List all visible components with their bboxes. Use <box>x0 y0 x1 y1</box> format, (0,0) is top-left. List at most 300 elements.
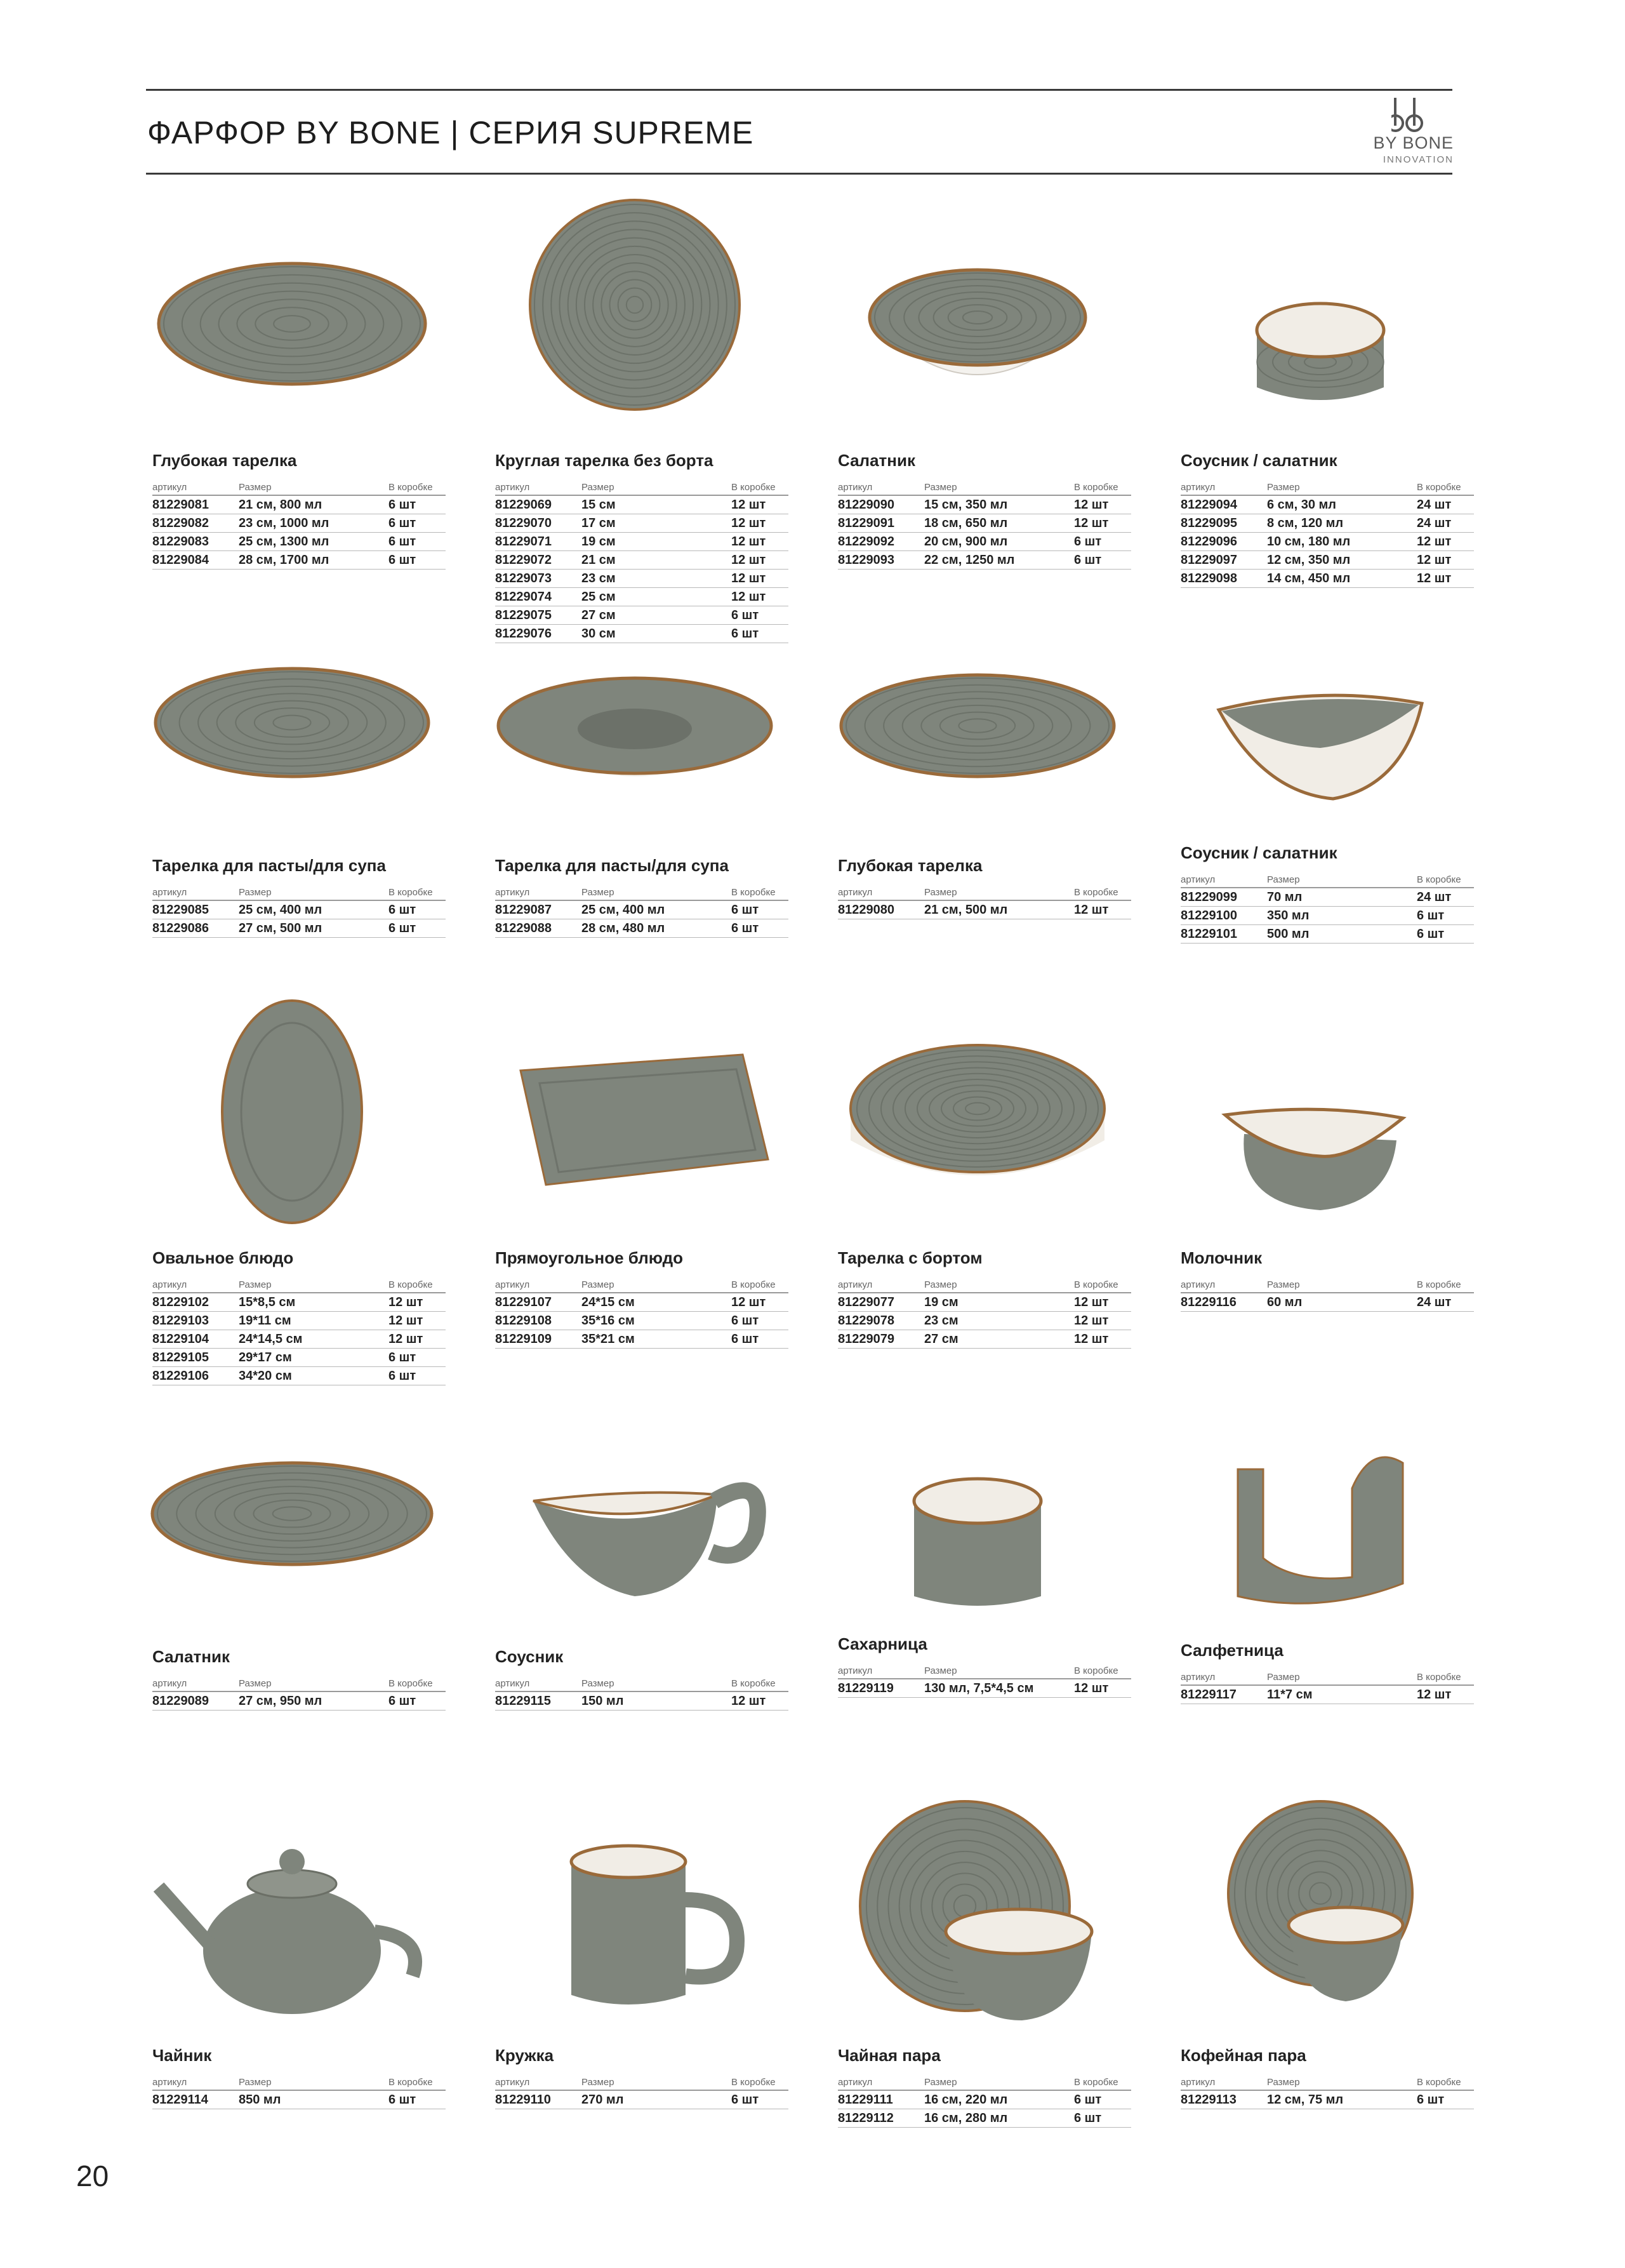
size-cell: 130 мл, 7,5*4,5 см <box>924 1679 1074 1698</box>
product-info <box>152 451 446 570</box>
article-cell: 81229082 <box>152 514 239 533</box>
product-card <box>470 583 812 982</box>
size-cell: 19 см <box>581 533 731 551</box>
size-header: Размер <box>581 2077 731 2090</box>
box-qty-cell: 6 шт <box>1417 2090 1474 2109</box>
size-cell: 10 см, 180 мл <box>1267 533 1417 551</box>
box-qty-cell: 12 шт <box>1417 533 1474 551</box>
table-row <box>838 514 1131 533</box>
article-header: артикул <box>152 2077 239 2090</box>
box-qty-cell: 12 шт <box>731 1293 788 1312</box>
size-cell: 11*7 см <box>1267 1685 1417 1704</box>
article-header: артикул <box>495 887 581 900</box>
size-cell: 16 см, 280 мл <box>924 2109 1074 2128</box>
size-cell: 30 см <box>581 625 731 643</box>
table-row <box>1181 551 1474 570</box>
product-card <box>1155 583 1498 982</box>
size-cell: 19*11 см <box>239 1312 388 1330</box>
product-title: Глубокая тарелка <box>838 856 983 875</box>
size-header: Размер <box>1267 2077 1417 2090</box>
box-header: В коробке <box>388 2077 446 2090</box>
table-row <box>838 2090 1131 2109</box>
product-spec-table <box>1181 482 1474 588</box>
box-header: В коробке <box>731 482 788 495</box>
product-info <box>838 856 1131 919</box>
article-cell: 81229096 <box>1181 533 1267 551</box>
size-header: Размер <box>1267 482 1417 495</box>
product-spec-table <box>495 1678 788 1711</box>
table-header-row <box>838 1279 1131 1293</box>
size-header: Размер <box>239 1678 388 1691</box>
size-header: Размер <box>239 1279 388 1293</box>
product-card <box>812 1380 1155 1779</box>
size-cell: 12 см, 350 мл <box>1267 551 1417 570</box>
product-info <box>1181 451 1474 588</box>
product-spec-table <box>152 2077 446 2109</box>
table-row <box>1181 514 1474 533</box>
product-card <box>1155 982 1498 1380</box>
box-qty-cell: 6 шт <box>731 900 788 919</box>
size-cell: 28 см, 1700 мл <box>239 551 388 570</box>
product-title: Салатник <box>152 1647 230 1666</box>
table-header-row <box>152 482 446 495</box>
table-row <box>495 1330 788 1349</box>
table-row <box>1181 1685 1474 1704</box>
article-cell: 81229099 <box>1181 888 1267 907</box>
size-header: Размер <box>1267 874 1417 888</box>
product-spec-table <box>838 1279 1131 1349</box>
box-qty-cell: 6 шт <box>731 625 788 643</box>
product-title: Кофейная пара <box>1181 2046 1306 2065</box>
table-header-row <box>495 1279 788 1293</box>
table-header-row <box>838 482 1131 495</box>
box-header: В коробке <box>388 1279 446 1293</box>
article-cell: 81229091 <box>838 514 924 533</box>
size-header: Размер <box>581 482 731 495</box>
box-qty-cell: 6 шт <box>388 551 446 570</box>
product-card <box>1155 184 1498 583</box>
logo-subtext: INNOVATION <box>1383 154 1454 165</box>
product-card <box>127 583 470 982</box>
article-header: артикул <box>152 1678 239 1691</box>
article-header: артикул <box>152 1279 239 1293</box>
size-cell: 25 см, 400 мл <box>581 900 731 919</box>
product-info <box>152 1647 446 1711</box>
article-cell: 81229106 <box>152 1367 239 1385</box>
table-row <box>838 533 1131 551</box>
size-header: Размер <box>581 1678 731 1691</box>
table-header-row <box>152 2077 446 2090</box>
table-row <box>838 1293 1131 1312</box>
product-card <box>812 184 1155 583</box>
article-header: артикул <box>495 1678 581 1691</box>
product-spec-table <box>838 482 1131 570</box>
table-header-row <box>495 2077 788 2090</box>
box-header: В коробке <box>1417 482 1474 495</box>
size-cell: 23 см <box>581 570 731 588</box>
size-cell: 18 см, 650 мл <box>924 514 1074 533</box>
product-info <box>152 856 446 938</box>
table-row <box>152 2090 446 2109</box>
table-row <box>1181 533 1474 551</box>
table-header-row <box>838 2077 1131 2090</box>
salad-bowl-icon <box>819 197 1136 438</box>
size-header: Размер <box>1267 1279 1417 1293</box>
article-cell: 81229084 <box>152 551 239 570</box>
header-bottom-rule <box>146 173 1452 175</box>
article-cell: 81229090 <box>838 495 924 514</box>
article-cell: 81229108 <box>495 1312 581 1330</box>
product-spec-table <box>838 2077 1131 2128</box>
table-row <box>1181 925 1474 944</box>
article-cell: 81229111 <box>838 2090 924 2109</box>
size-header: Размер <box>924 482 1074 495</box>
product-info <box>152 1248 446 1385</box>
box-qty-cell: 12 шт <box>1074 1330 1131 1349</box>
article-cell: 81229117 <box>1181 1685 1267 1704</box>
product-card <box>127 982 470 1383</box>
product-title: Чайник <box>152 2046 212 2065</box>
article-cell: 81229079 <box>838 1330 924 1349</box>
page-number: 20 <box>76 2159 109 2192</box>
size-cell: 15 см, 350 мл <box>924 495 1074 514</box>
product-spec-table <box>152 1678 446 1711</box>
article-cell: 81229080 <box>838 900 924 919</box>
box-qty-cell: 6 шт <box>388 2090 446 2109</box>
box-qty-cell: 12 шт <box>731 495 788 514</box>
box-qty-cell: 6 шт <box>1074 2109 1131 2128</box>
product-spec-table <box>838 887 1131 919</box>
product-title: Салатник <box>838 451 915 470</box>
table-row <box>495 1691 788 1711</box>
product-info <box>1181 1248 1474 1312</box>
table-row <box>495 2090 788 2109</box>
box-header: В коробке <box>1074 1665 1131 1679</box>
article-header: артикул <box>152 887 239 900</box>
box-qty-cell: 6 шт <box>1417 925 1474 944</box>
size-cell: 15 см <box>581 495 731 514</box>
box-qty-cell: 12 шт <box>388 1293 446 1312</box>
product-spec-table <box>495 1279 788 1349</box>
product-card <box>127 1779 470 2178</box>
table-row <box>152 919 446 938</box>
box-qty-cell: 12 шт <box>731 1691 788 1711</box>
size-header: Размер <box>239 482 388 495</box>
size-cell: 6 см, 30 мл <box>1267 495 1417 514</box>
box-qty-cell: 12 шт <box>731 551 788 570</box>
size-cell: 17 см <box>581 514 731 533</box>
box-qty-cell: 6 шт <box>388 1691 446 1711</box>
pasta-plate-icon <box>133 596 451 837</box>
table-row <box>495 900 788 919</box>
sugar-bowl-icon <box>819 1393 1136 1634</box>
article-cell: 81229107 <box>495 1293 581 1312</box>
sauce-bowl-icon <box>1162 197 1479 438</box>
size-header: Размер <box>239 887 388 900</box>
box-qty-cell: 24 шт <box>1417 888 1474 907</box>
box-qty-cell: 6 шт <box>388 900 446 919</box>
product-title: Соусник <box>495 1647 564 1666</box>
size-cell: 19 см <box>924 1293 1074 1312</box>
article-header: артикул <box>495 482 581 495</box>
article-cell: 81229116 <box>1181 1293 1267 1312</box>
size-cell: 15*8,5 см <box>239 1293 388 1312</box>
box-header: В коробке <box>388 887 446 900</box>
rect-platter-icon <box>476 994 793 1236</box>
size-cell: 850 мл <box>239 2090 388 2109</box>
product-title: Сахарница <box>838 1634 927 1653</box>
product-info <box>152 2046 446 2109</box>
gravy-boat-icon <box>476 1393 793 1634</box>
article-cell: 81229087 <box>495 900 581 919</box>
product-spec-table <box>152 887 446 938</box>
table-header-row <box>1181 1672 1474 1685</box>
product-title: Чайная пара <box>838 2046 941 2065</box>
article-cell: 81229098 <box>1181 570 1267 588</box>
box-qty-cell: 6 шт <box>731 919 788 938</box>
article-header: артикул <box>838 1279 924 1293</box>
page-title: ФАРФОР BY BONE | СЕРИЯ SUPREME <box>147 115 754 150</box>
box-header: В коробке <box>1074 887 1131 900</box>
table-row <box>1181 2090 1474 2109</box>
table-header-row <box>152 1678 446 1691</box>
table-row <box>152 551 446 570</box>
table-row <box>1181 495 1474 514</box>
table-row <box>152 1330 446 1349</box>
table-row <box>152 1312 446 1330</box>
box-qty-cell: 6 шт <box>1074 533 1131 551</box>
header-top-rule <box>146 89 1452 91</box>
article-cell: 81229075 <box>495 606 581 625</box>
box-header: В коробке <box>731 887 788 900</box>
article-cell: 81229093 <box>838 551 924 570</box>
product-info <box>495 1248 788 1349</box>
box-header: В коробке <box>731 1279 788 1293</box>
table-header-row <box>152 1279 446 1293</box>
boat-bowl-icon <box>1162 596 1479 837</box>
article-cell: 81229092 <box>838 533 924 551</box>
box-qty-cell: 6 шт <box>388 514 446 533</box>
size-cell: 25 см <box>581 588 731 606</box>
shallow-plate-icon <box>819 596 1136 837</box>
table-row <box>152 900 446 919</box>
product-card <box>1155 1779 1498 2178</box>
size-cell: 16 см, 220 мл <box>924 2090 1074 2109</box>
table-row <box>1181 907 1474 925</box>
size-cell: 70 мл <box>1267 888 1417 907</box>
product-info <box>1181 1641 1474 1704</box>
creamer-icon <box>1162 994 1479 1236</box>
product-spec-table <box>1181 1279 1474 1312</box>
product-title: Тарелка для пасты/для супа <box>495 856 729 875</box>
box-qty-cell: 12 шт <box>1074 495 1131 514</box>
article-cell: 81229119 <box>838 1679 924 1698</box>
table-row <box>838 1312 1131 1330</box>
table-row <box>495 514 788 533</box>
box-header: В коробке <box>1417 2077 1474 2090</box>
size-cell: 27 см, 500 мл <box>239 919 388 938</box>
box-qty-cell: 6 шт <box>731 606 788 625</box>
product-card <box>470 1380 812 1779</box>
box-qty-cell: 6 шт <box>1074 551 1131 570</box>
table-header-row <box>1181 1279 1474 1293</box>
box-qty-cell: 6 шт <box>388 495 446 514</box>
box-qty-cell: 12 шт <box>731 533 788 551</box>
product-spec-table <box>152 482 446 570</box>
product-card <box>127 1380 470 1779</box>
article-header: артикул <box>1181 874 1267 888</box>
article-cell: 81229085 <box>152 900 239 919</box>
table-row <box>838 495 1131 514</box>
article-header: артикул <box>152 482 239 495</box>
table-row <box>495 551 788 570</box>
size-cell: 34*20 см <box>239 1367 388 1385</box>
article-cell: 81229100 <box>1181 907 1267 925</box>
product-spec-table <box>152 1279 446 1385</box>
size-cell: 29*17 см <box>239 1349 388 1367</box>
box-header: В коробке <box>1074 1279 1131 1293</box>
table-row <box>495 1293 788 1312</box>
box-qty-cell: 6 шт <box>388 919 446 938</box>
table-row <box>152 495 446 514</box>
box-qty-cell: 12 шт <box>1074 514 1131 533</box>
product-title: Молочник <box>1181 1248 1263 1267</box>
size-cell: 350 мл <box>1267 907 1417 925</box>
table-row <box>152 1349 446 1367</box>
size-cell: 8 см, 120 мл <box>1267 514 1417 533</box>
size-cell: 27 см, 950 мл <box>239 1691 388 1711</box>
article-cell: 81229103 <box>152 1312 239 1330</box>
box-qty-cell: 12 шт <box>1074 900 1131 919</box>
article-header: артикул <box>495 2077 581 2090</box>
box-qty-cell: 12 шт <box>1074 1293 1131 1312</box>
product-info <box>495 1647 788 1711</box>
product-info <box>495 2046 788 2109</box>
size-cell: 500 мл <box>1267 925 1417 944</box>
table-row <box>838 1330 1131 1349</box>
size-cell: 23 см <box>924 1312 1074 1330</box>
article-header: артикул <box>1181 1672 1267 1685</box>
size-cell: 20 см, 900 мл <box>924 533 1074 551</box>
article-cell: 81229089 <box>152 1691 239 1711</box>
box-header: В коробке <box>1417 1279 1474 1293</box>
product-info <box>1181 843 1474 944</box>
article-header: артикул <box>838 1665 924 1679</box>
table-header-row <box>838 887 1131 900</box>
article-cell: 81229076 <box>495 625 581 643</box>
salad-plate-icon <box>133 1393 451 1634</box>
article-header: артикул <box>838 2077 924 2090</box>
article-cell: 81229101 <box>1181 925 1267 944</box>
product-info <box>838 451 1131 570</box>
product-title: Тарелка с бортом <box>838 1248 983 1267</box>
box-qty-cell: 6 шт <box>388 1349 446 1367</box>
product-card <box>470 1779 812 2178</box>
article-cell: 81229083 <box>152 533 239 551</box>
table-row <box>838 551 1131 570</box>
product-card <box>470 184 812 641</box>
size-cell: 21 см, 500 мл <box>924 900 1074 919</box>
product-title: Круглая тарелка без борта <box>495 451 713 470</box>
coffee-cup-saucer-icon <box>1162 1792 1479 2033</box>
article-cell: 81229070 <box>495 514 581 533</box>
article-cell: 81229112 <box>838 2109 924 2128</box>
size-header: Размер <box>1267 1672 1417 1685</box>
article-cell: 81229095 <box>1181 514 1267 533</box>
table-row <box>152 1293 446 1312</box>
size-cell: 150 мл <box>581 1691 731 1711</box>
table-row <box>838 900 1131 919</box>
product-card <box>812 982 1155 1380</box>
table-header-row <box>838 1665 1131 1679</box>
article-header: артикул <box>838 482 924 495</box>
article-cell: 81229104 <box>152 1330 239 1349</box>
size-header: Размер <box>924 2077 1074 2090</box>
box-header: В коробке <box>731 1678 788 1691</box>
table-header-row <box>152 887 446 900</box>
oval-platter-icon <box>133 994 451 1236</box>
rim-plate-icon <box>819 994 1136 1236</box>
box-header: В коробке <box>1074 2077 1131 2090</box>
logo-text: BY BONE <box>1373 133 1454 152</box>
size-cell: 21 см, 800 мл <box>239 495 388 514</box>
size-cell: 60 мл <box>1267 1293 1417 1312</box>
box-qty-cell: 6 шт <box>388 1367 446 1385</box>
table-header-row <box>495 482 788 495</box>
product-grid <box>127 184 1498 2178</box>
size-cell: 25 см, 400 мл <box>239 900 388 919</box>
product-card <box>1155 1380 1498 1779</box>
size-cell: 23 см, 1000 мл <box>239 514 388 533</box>
product-card <box>812 583 1155 982</box>
article-cell: 81229102 <box>152 1293 239 1312</box>
article-cell: 81229088 <box>495 919 581 938</box>
product-spec-table <box>1181 1672 1474 1704</box>
size-cell: 35*16 см <box>581 1312 731 1330</box>
box-qty-cell: 6 шт <box>731 1330 788 1349</box>
box-header: В коробке <box>388 482 446 495</box>
size-cell: 27 см <box>924 1330 1074 1349</box>
size-cell: 28 см, 480 мл <box>581 919 731 938</box>
article-cell: 81229086 <box>152 919 239 938</box>
table-header-row <box>495 1678 788 1691</box>
tea-cup-saucer-icon <box>819 1792 1136 2033</box>
box-qty-cell: 12 шт <box>1074 1312 1131 1330</box>
box-qty-cell: 12 шт <box>731 570 788 588</box>
table-row <box>495 533 788 551</box>
product-info <box>838 2046 1131 2128</box>
table-row <box>838 2109 1131 2128</box>
article-cell: 81229073 <box>495 570 581 588</box>
article-cell: 81229109 <box>495 1330 581 1349</box>
product-title: Тарелка для пасты/для супа <box>152 856 386 875</box>
article-cell: 81229072 <box>495 551 581 570</box>
by-bone-logo <box>1358 95 1454 171</box>
product-info <box>495 856 788 938</box>
size-cell: 21 см <box>581 551 731 570</box>
box-qty-cell: 12 шт <box>388 1330 446 1349</box>
product-spec-table <box>1181 874 1474 944</box>
article-cell: 81229094 <box>1181 495 1267 514</box>
size-header: Размер <box>924 1279 1074 1293</box>
box-qty-cell: 12 шт <box>731 588 788 606</box>
size-cell: 22 см, 1250 мл <box>924 551 1074 570</box>
product-title: Прямоугольное блюдо <box>495 1248 683 1267</box>
product-card <box>470 982 812 1380</box>
product-title: Овальное блюдо <box>152 1248 294 1267</box>
table-header-row <box>1181 482 1474 495</box>
product-title: Соусник / салатник <box>1181 451 1337 470</box>
